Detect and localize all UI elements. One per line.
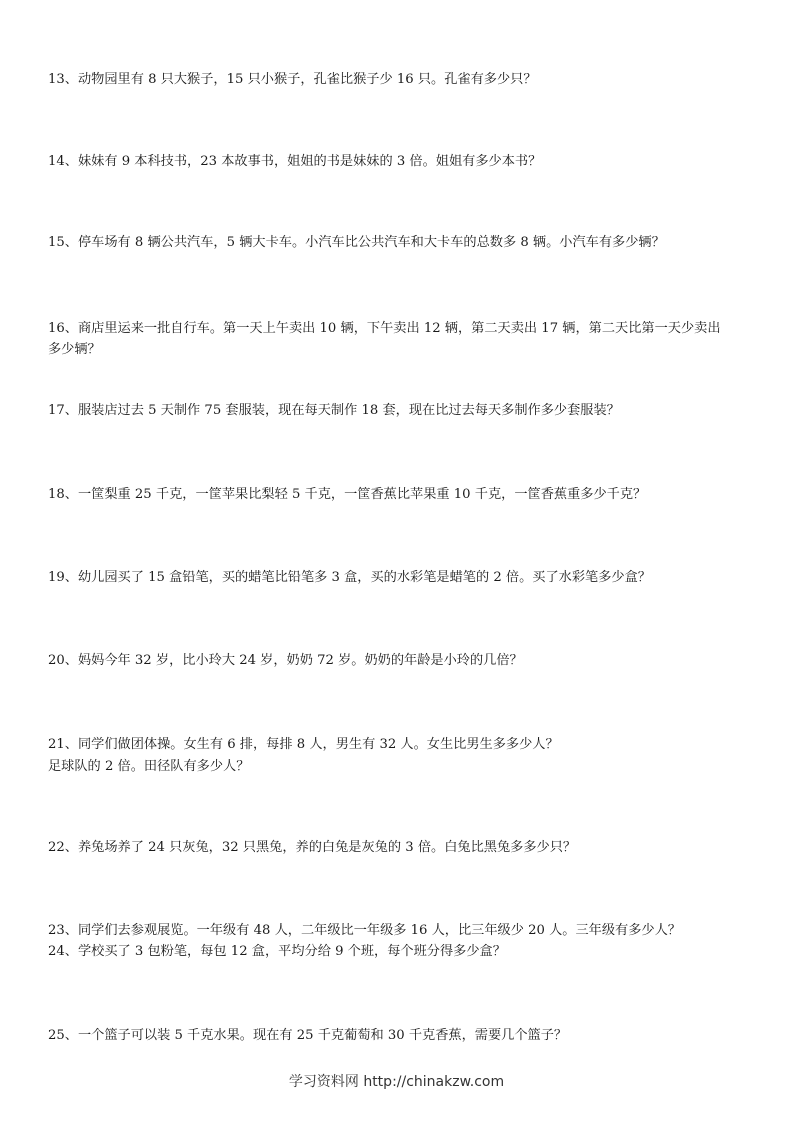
question-23: 23、同学们去参观展览。一年级有 48 人，二年级比一年级多 16 人，比三年级少 20 人。三年级有多少人？ bbox=[48, 923, 681, 938]
question-21-continued: 足球队的 2 倍。田径队有多少人？ bbox=[48, 759, 250, 774]
question-16: 16、商店里运来一批自行车。第一天上午卖出 10 辆，下午卖出 12 辆，第二天卖出 17 辆，第二天比第一天少卖出 bbox=[48, 321, 721, 336]
question-16-continued: 多少辆？ bbox=[48, 342, 101, 357]
question-20: 20、妈妈今年 32 岁，比小玲大 24 岁，奶奶 72 岁。奶奶的年龄是小玲的几倍？ bbox=[48, 653, 523, 668]
question-19: 19、幼儿园买了 15 盒铅笔，买的蜡笔比铅笔多 3 盒，买的水彩笔是蜡笔的 2 倍。买了水彩笔多少盒？ bbox=[48, 570, 651, 585]
question-13: 13、动物园里有 8 只大猴子，15 只小猴子，孔雀比猴子少 16 只。孔雀有多少只？ bbox=[48, 72, 537, 87]
footer-watermark: 学习资料网 http://chinakzw.com bbox=[288, 1074, 505, 1090]
question-24: 24、学校买了 3 包粉笔，每包 12 盒，平均分给 9 个班，每个班分得多少盒？ bbox=[48, 944, 506, 959]
question-14: 14、妹妹有 9 本科技书，23 本故事书，姐姐的书是妹妹的 3 倍。姐姐有多少本书？ bbox=[48, 154, 542, 169]
question-22: 22、养兔场养了 24 只灰兔，32 只黑兔，养的白兔是灰兔的 3 倍。白兔比黑兔多多少只？ bbox=[48, 840, 577, 855]
question-15: 15、停车场有 8 辆公共汽车，5 辆大卡车。小汽车比公共汽车和大卡车的总数多 8 辆。小汽车有多少辆？ bbox=[48, 235, 665, 250]
question-18: 18、一筐梨重 25 千克，一筐苹果比梨轻 5 千克，一筐香蕉比苹果重 10 千克，一筐香蕉重多少千克？ bbox=[48, 487, 647, 502]
question-25: 25、一个篮子可以装 5 千克水果。现在有 25 千克葡萄和 30 千克香蕉，需要几个篮子？ bbox=[48, 1028, 568, 1043]
question-17: 17、服装店过去 5 天制作 75 套服装，现在每天制作 18 套，现在比过去每天多制作多少套服装？ bbox=[48, 403, 620, 418]
question-21: 21、同学们做团体操。女生有 6 排，每排 8 人，男生有 32 人。女生比男生多多少人？ bbox=[48, 737, 559, 752]
